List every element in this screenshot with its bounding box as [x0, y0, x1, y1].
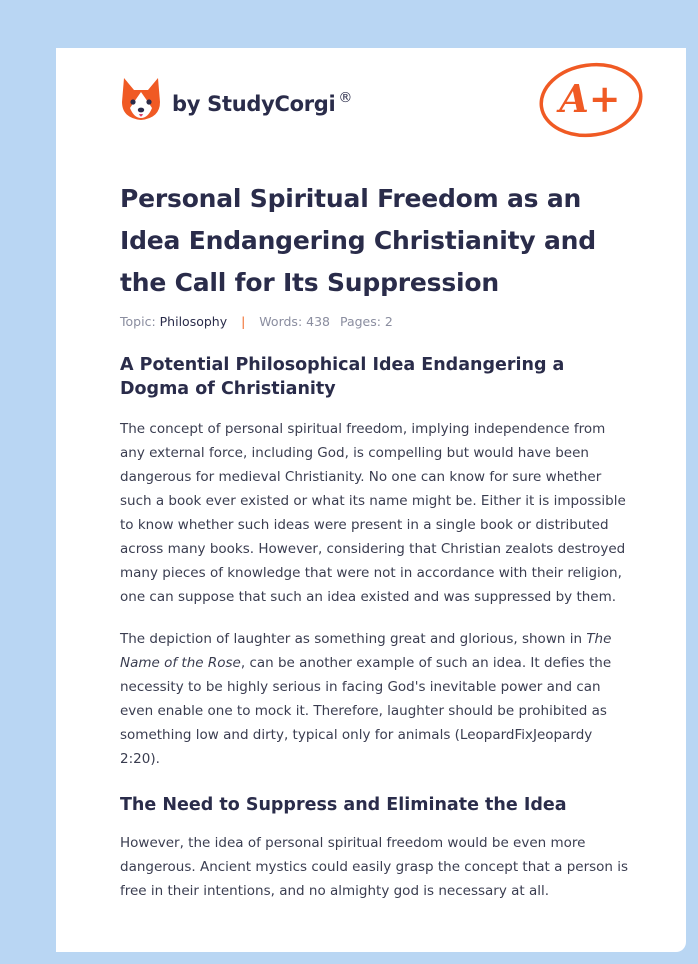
book-title: The Name of the Rose — [120, 631, 612, 671]
grade-text: A+ — [559, 76, 621, 121]
word-count: Words: 438 — [259, 314, 330, 329]
paragraph-text: , can be another example of such an idea. It defies the necessity to be highly serious in facing God's inevitable power and can even enable one to mock it. Therefore, laughter should be prohibited as something low and dirty, typical only for animals (LeopardFixJeopardy 2:20). — [120, 655, 612, 767]
corgi-icon — [120, 76, 162, 122]
article-meta — [120, 314, 630, 329]
document-card — [56, 48, 686, 952]
article-title: Personal Spiritual Freedom as an Idea Endangering Christianity and the Call for Its Suppression — [120, 184, 596, 297]
paragraph: The concept of personal spiritual freedom, implying independence from any external force, including God, is compelling but would have been dangerous for medieval Christianity. No one can know for sure whether such a book ever existed or what its name might be. Either it is impossible to know whether such ideas were present in a single book or distributed across many books. However, considering that Christian zealots destroyed many pieces of knowledge that were not in accordance with their religion, one can suppose that such an idea existed and was suppressed by them. — [120, 421, 626, 605]
studycorgi-logo[interactable] — [120, 76, 352, 122]
paragraph: However, the idea of personal spiritual freedom would be even more dangerous. Ancient mystics could easily grasp the concept that a person is free in their intentions, and no almighty god is necessary at all. — [120, 835, 629, 899]
section-heading: The Need to Suppress and Eliminate the Idea — [120, 795, 567, 815]
section-heading: A Potential Philosophical Idea Endangering a Dogma of Christianity — [120, 355, 565, 399]
paragraph — [120, 627, 630, 771]
paragraph-text: The depiction of laughter as something great and glorious, shown in — [120, 631, 587, 647]
grade-badge-a-plus — [536, 56, 646, 140]
topic-label: Topic: — [120, 314, 156, 329]
topic-link[interactable]: Philosophy — [159, 314, 228, 329]
brand-name: by StudyCorgi ® — [172, 90, 353, 116]
meta-separator: | — [241, 314, 246, 329]
page-count: Pages: 2 — [339, 314, 393, 329]
registered-mark: ® — [338, 90, 353, 106]
article-content — [120, 178, 630, 903]
